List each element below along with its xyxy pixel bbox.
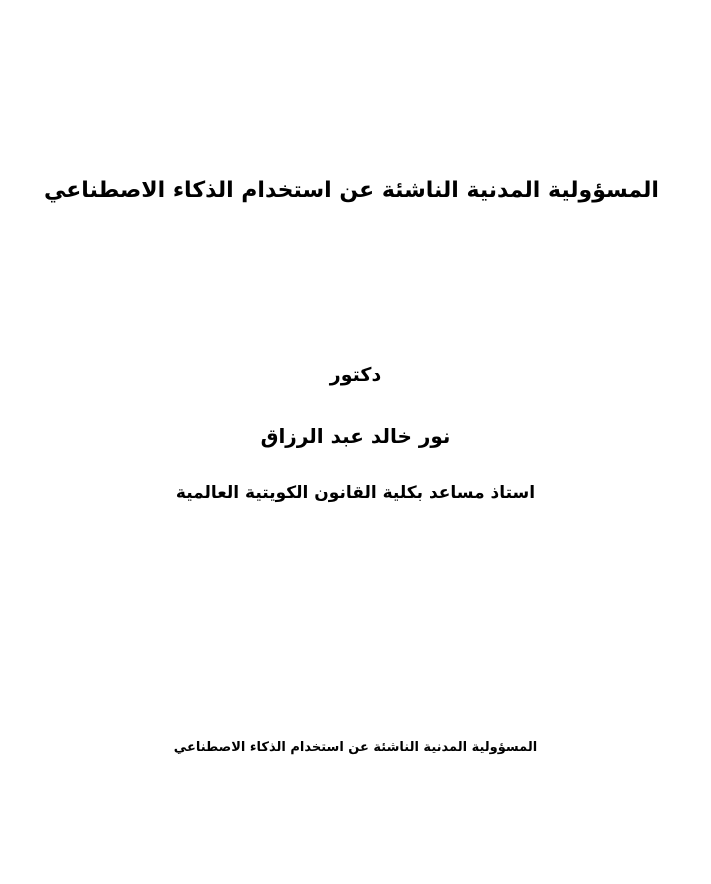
document-title: المسؤولية المدنية الناشئة عن استخدام الذكاء الاصطناعي [44,178,659,203]
author-name: نور خالد عبد الرزاق [260,424,451,448]
author-position: استاذ مساعد بكلية القانون الكويتية العالمية [175,483,536,503]
author-degree: دكتور [329,364,382,386]
footer-title: المسؤولية المدنية الناشئة عن استخدام الذكاء الاصطناعي [173,740,538,755]
